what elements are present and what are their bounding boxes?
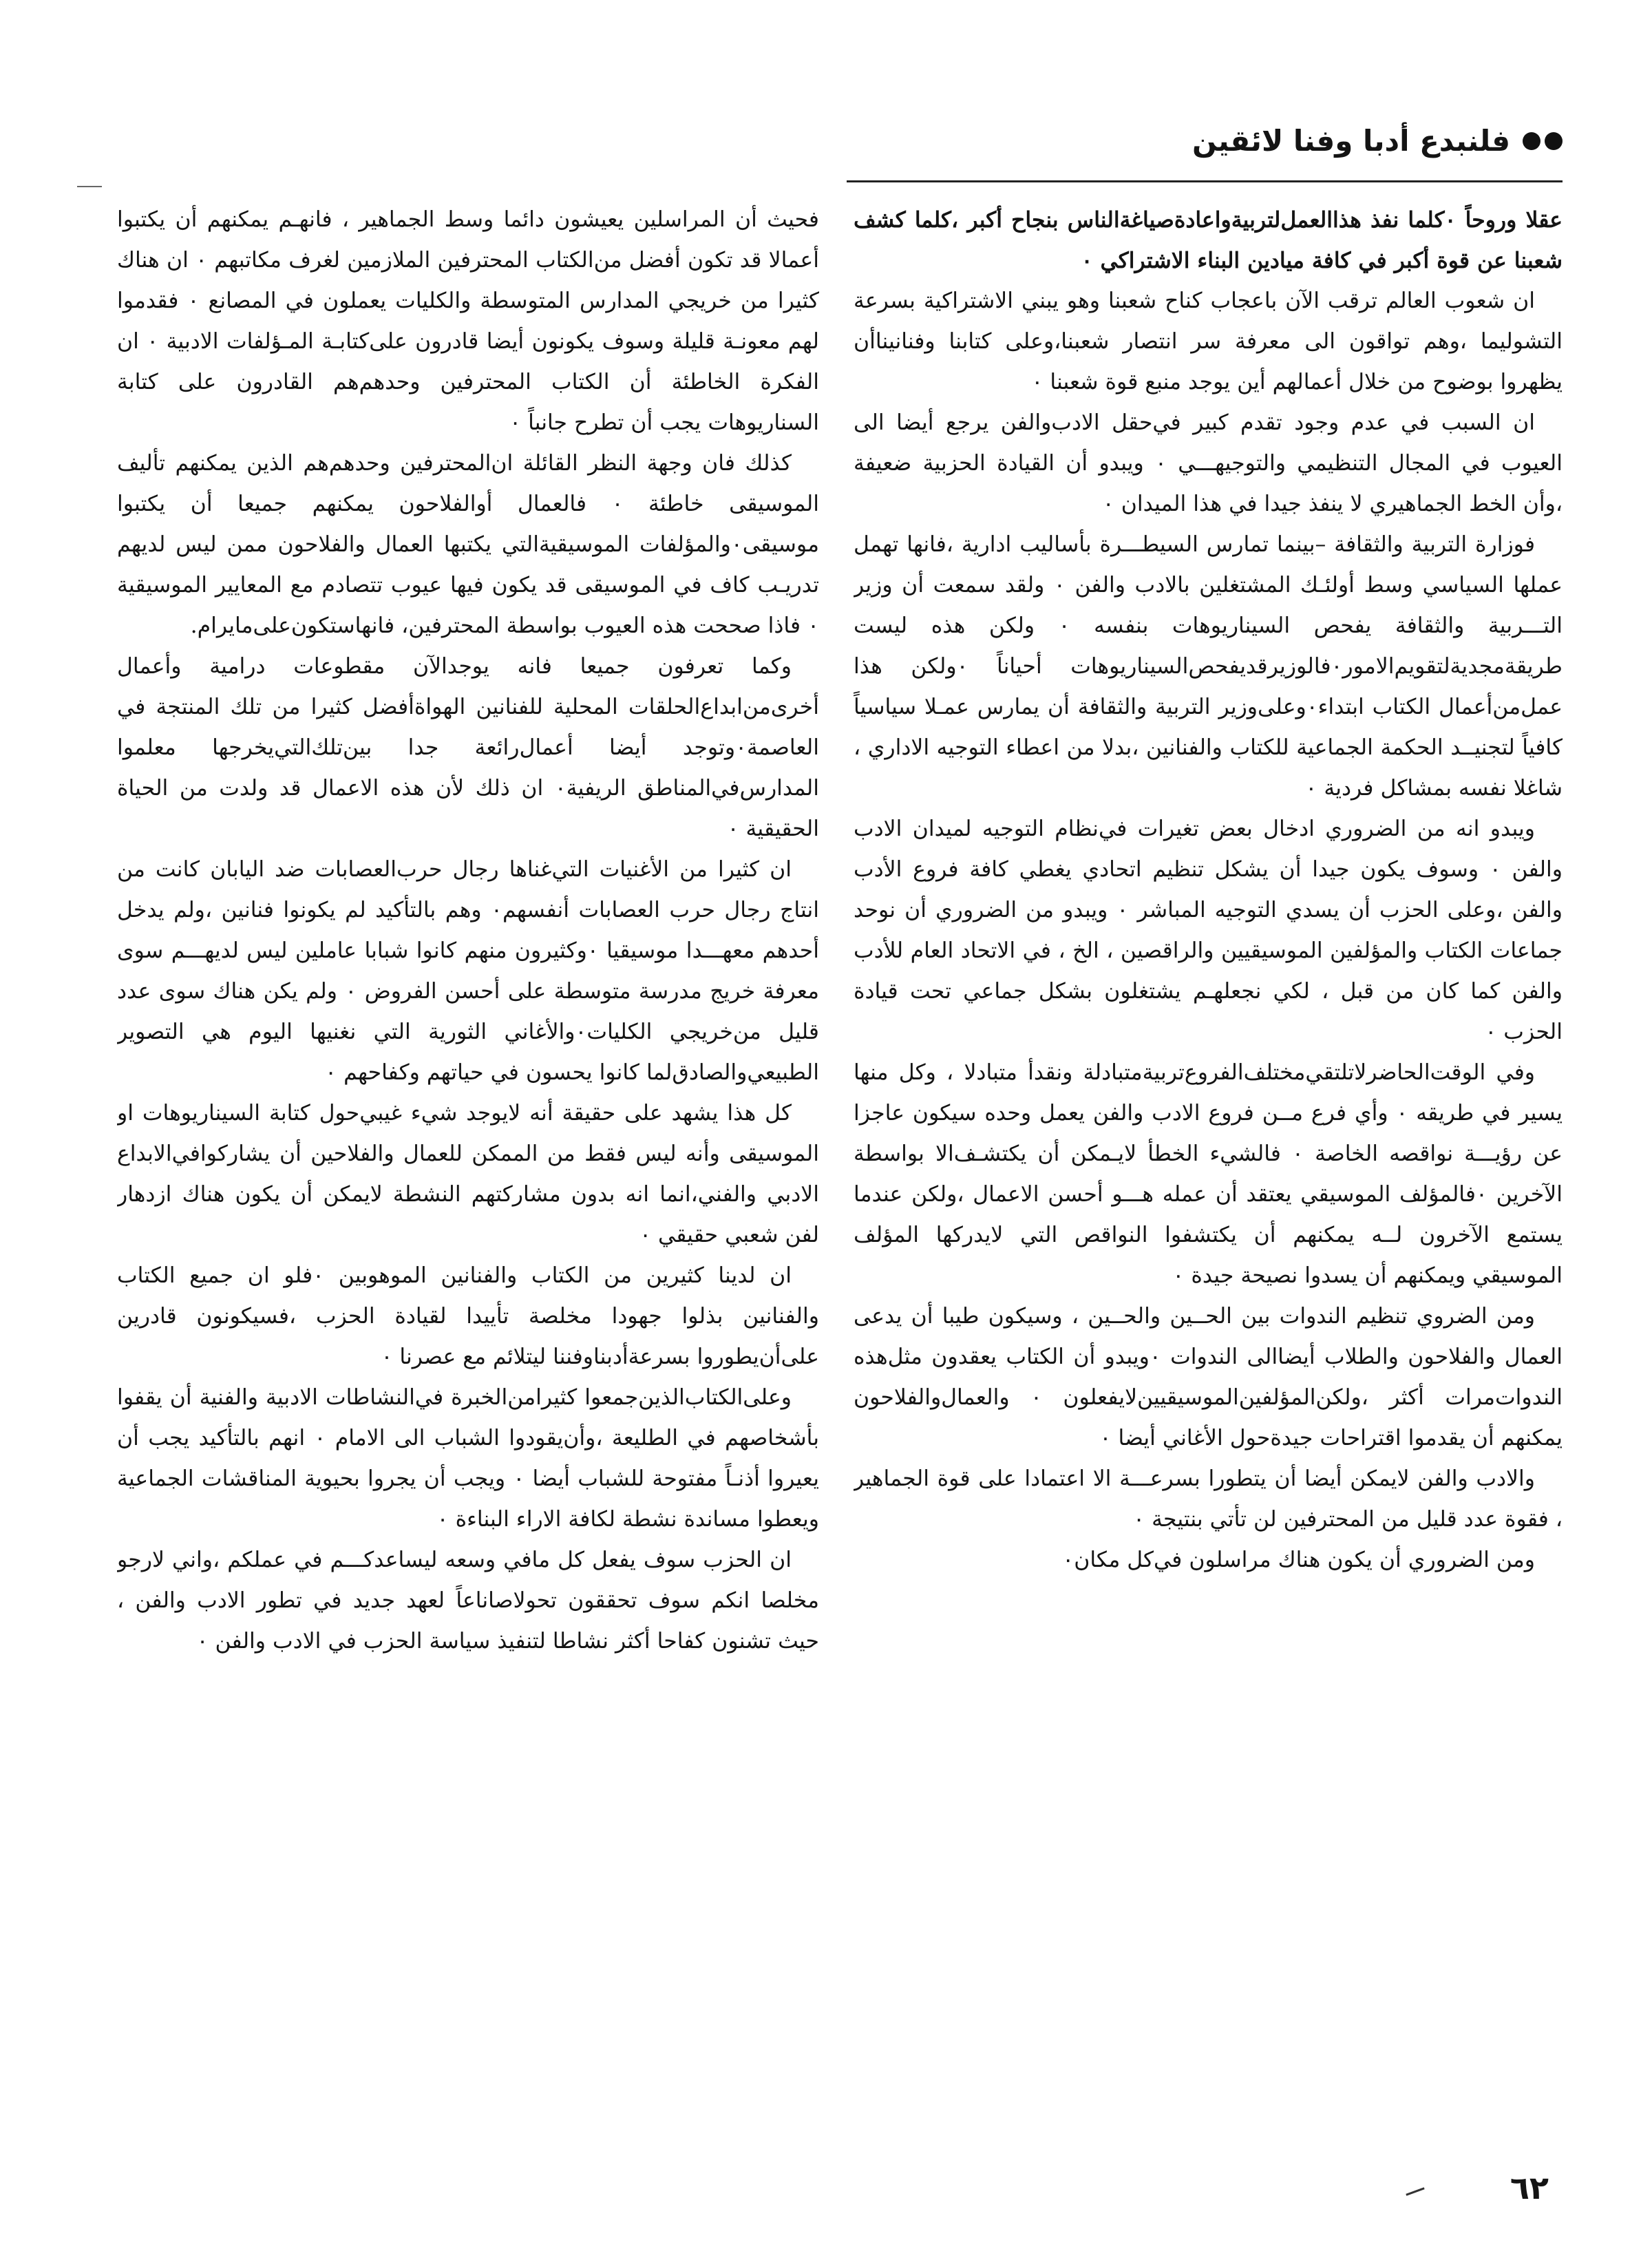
header-bullet-icon [1523, 132, 1563, 150]
paragraph: ان شعوب العالم ترقب الآن باعجاب كناح شعبنا وهو يبني الاشتراكية بسرعة التشوليما ،وهم تواقون الى معرفة سر انتصار شعبنا،وعلى كتابنا وفنانيناأن يظهروا بوضوح من خلال أعمالهم أين يوجد منبع قوة شعبنا ٠ [854, 288, 1563, 394]
paragraph: والادب والفن لايمكن أيضا أن يتطورا بسرعـــة الا اعتمادا على قوة الجماهير ، فقوة عدد قليل من المحترفين لن تأتي بنتيجة ٠ [854, 1466, 1563, 1532]
paragraph: ان السبب في عدم وجود تقدم كبير في‌حقل الادب‌والفن يرجع أيضا الى العيوب في المجال التنظيمي والتوجيهـــي ٠ ويبدو أن القيادة الحزبية ضعيفة ،وأن الخط الجماهيري لا ينفذ جيدا في هذا الميدان ٠ [854, 410, 1563, 516]
paragraph: وكما تعرفون جميعا فانه يوجد‌الآن مقطوعات درامية وأعمال أخرى‌من‌ابداع‌الحلقات المحلية للفنانين الهواة‌أفضل كثيرا من تلك المنتجة في العاصمة٠وتوجد أيضا أعمال‌رائعة جدا بين‌تلك‌التي‌يخرجها معلموا المدارس‌في‌المناطق الريفية٠ ان ذلك لأن هذه الاعمال قد ولدت من الحياة الحقيقية ٠ [117, 654, 819, 841]
paragraph: كذلك فان وجهة النظر القائلة ان‌المحترفين وحدهم‌هم الذين يمكنهم تأليف الموسيقى خاطئة ٠ فالعمال أوالفلاحون يمكنهم جميعا أن يكتبوا موسيقى٠والمؤلفات الموسيقية‌التي يكتبها العمال والفلاحون ممن ليس لديهم تدريـب كاف في الموسيقى قد يكون فيها عيوب تتصادم مع المعايير الموسيقية ٠ فاذا صححت هذه العيوب بواسطة المحترفين، فانهاستكون‌على‌مايرام. [117, 451, 819, 638]
article-header [847, 117, 1563, 165]
paragraph: وعلى‌الكتاب‌الذين‌جمعوا كثيرامن‌الخبرة في‌النشاطات الادبية والفنية أن يقفوا بأشخاصهم في الطليعة ،وأن‌يقودوا الشباب الى الامام ٠ انهم بالتأكيد يجب أن يعيروا أذنـاً مفتوحة للشباب أيضا ٠ ويجب أن يجروا بحيوية المناقشات الجماعية ويعطوا مساندة نشطة لكافة الاراء البناءة ٠ [117, 1385, 819, 1532]
paragraph: وفي الوقت‌الحاضرلاتلتقي‌مختلف‌الفروع‌تربية‌متبادلة ونقدأ متبادلا ، وكل منها يسير في طريقه ٠ وأي فرع مــن فروع الادب والفن يعمل وحده سيكون عاجزا عن رؤيـــة نواقصه الخاصة ٠ فالشيء الخطأ لايـمكن أن يكتشـف‌الا بواسطة الآخرين ٠فالمؤلف الموسيقي يعتقد أن عمله هـــو أحسن الاعمال ،ولكن عندما يستمع الآخرون لــه يمكنهم أن يكتشفوا النواقص التي لايدركها المؤلف الموسيقي ويمكنهم أن يسدوا نصيحة جيدة ٠ [854, 1060, 1563, 1288]
article-title: فلنبدع أدبا وفنا لائقين [1192, 124, 1510, 158]
footer-mark [1406, 2187, 1424, 2195]
paragraph: ومن الضروي تنظيم الندوات بين الحــين والحــين ، وسيكون طيبا أن يدعى العمال والفلاحون والطلاب أيضاالى الندوات ٠ويبدو أن الكتاب يعقدون مثل‌هذه الندوات‌مرات أكثر ،ولكن‌المؤلفين‌الموسيقيين‌لايفعلون ٠ والعمال‌والفلاحون يمكنهم أن يقدموا اقتراحات جيدةحول الأغاني أيضا ٠ [854, 1304, 1563, 1450]
left-text-column [117, 200, 819, 2169]
paragraph: فحيث أن المراسلين يعيشون دائما وسط الجماهير ، فانهـم يمكنهم أن يكتبوا أعمالا قد تكون أفضل من‌الكتاب المحترفين الملازمين لغرف مكاتبهم ٠ ان هناك كثيرا من خريجي المدارس المتوسطة والكليات يعملون في المصانع ٠ فقدموا لهم معونـة قليلة وسوف يكونون أيضا قادرون على‌كتابـة المـؤلفات الادبية ٠ ان الفكرة الخاطئة أن الكتاب المحترفين وحدهم‌هم القادرون على كتابة السناريوهات يجب أن تطرح جانباً ٠ [117, 207, 819, 435]
paragraph: ان كثيرا من الأغنيات التي‌غناها رجال حرب‌العصابات ضد اليابان كانت من انتاج رجال حرب العصابات أنفسهم٠ وهم بالتأكيد لم يكونوا فنانين ،ولم يدخل أحدهم معهـــدا موسيقيا ٠وكثيرون منهم كانوا شبابا عاملين ليس لديهـــم سوى معرفة خريج مدرسة متوسطة على أحسن الفروض ٠ ولم يكن هناك سوى عدد قليل من‌خريجي الكليات٠والأغاني الثورية التي نغنيها اليوم هي التصوير الطبيعي‌والصادق‌لما كانوا يحسون في حياتهم وكفاحهم ٠ [117, 857, 819, 1085]
paragraph: عقلا وروحاً ٠كلما نفذ هذاالعمل‌لتربية‌واعادةصياغةالناس بنجاح أكبر ،كلما كشف شعبنا عن قوة أكبر في كافة ميادين البناء الاشتراكي ٠ [854, 207, 1563, 273]
paragraph: ان لدينا كثيرين من الكتاب والفنانين الموهوبين ٠فلو ان جميع الكتاب والفنانين بذلوا جهودا مخلصة تأييدا لقيادة الحزب ،فسيكونون قادرين على‌أن‌يطوروا بسرعة‌أدبناوفننا ليتلائم مع عصرنا ٠ [117, 1263, 819, 1369]
right-text-column [854, 200, 1563, 2169]
column-top-mark [77, 186, 102, 187]
paragraph: كل هذا يشهد على حقيقة أنه لايوجد شيء غيبي‌حول كتابة السيناريوهات او الموسيقى وأنه ليس فقط من الممكن للعمال والفلاحين أن يشاركوافي‌الابداع الادبي والفني،انما انه بدون مشاركتهم النشطة لايمكن أن يكون هناك ازدهار لفن شعبي حقيقي ٠ [117, 1101, 819, 1247]
header-rule [847, 180, 1563, 182]
page-number: ٦٢ [1510, 2169, 1549, 2206]
paragraph: فوزارة التربية والثقافة –بينما تمارس السيطـــرة بأساليب ادارية ،فانها تهمل عملها السياسي وسط أولئـك المشتغلين بالادب والفن ٠ ولقد سمعت أن وزير التـــربية والثقافة يفحص السيناريوهات بنفسه ٠ ولكن هذه ليست طريقةمجدية‌لتقويم‌الامور٠فالوزيرقديفحص‌السيناريوهات أحياناً ٠ولكن هذا عمل‌من‌أعمال الكتاب ابتداء٠وعلى‌وزير التربية والثقافة أن يمارس عمـلا سياسياً كافياً لتجنيــد الحكمة الجماعية للكتاب والفنانين ،بدلا من اعطاء التوجيه الاداري ، شاغلا نفسه بمشاكل فردية ٠ [854, 532, 1563, 801]
paragraph: ومن الضروري أن يكون هناك مراسلون في‌كل مكان٠ [1062, 1548, 1535, 1572]
paragraph: ويبدو انه من الضروري ادخال بعض تغيرات في‌نظام التوجيه لميدان الادب والفن ٠ وسوف يكون جيدا أن يشكل تنظيم اتحادي يغطي كافة فروع الأدب والفن ،وعلى الحزب أن يسدي التوجيه المباشر ٠ ويبدو من الضروري أن نوحد جماعات الكتاب والمؤلفين الموسيقيين والراقصين ، الخ ، في الاتحاد العام للأدب والفن كما كان من قبل ، لكي نجعلهـم يشتغلون بشكل جماعي تحت قيادة الحزب ٠ [854, 816, 1563, 1044]
paragraph: ان الحزب سوف يفعل كل مافي وسعه ليساعدكـــم في عملكم ،واني لارجو مخلصا انكم سوف تحققون تحولاصاناعاً لعهد جديد في تطور الادب والفن ، حيث تشنون كفاحا أكثر نشاطا لتنفيذ سياسة الحزب في الادب والفن ٠ [117, 1548, 819, 1654]
